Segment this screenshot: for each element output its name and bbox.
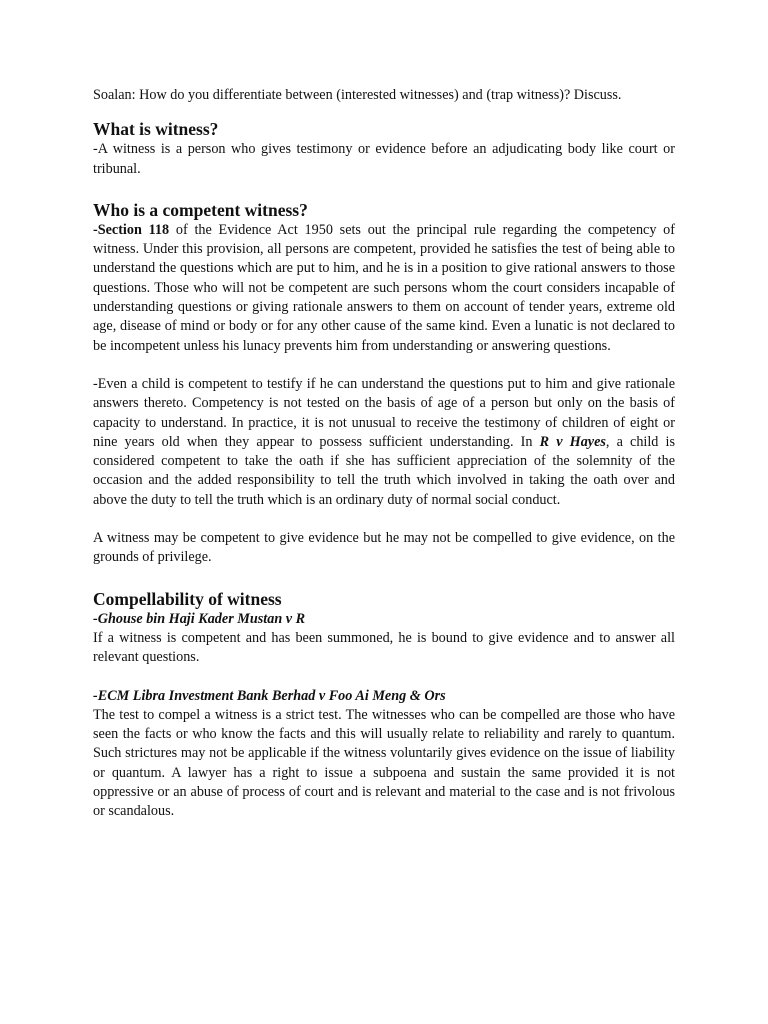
heading-competent-witness: Who is a competent witness? [93, 199, 308, 220]
case-ecm-libra: -ECM Libra Investment Bank Berhad v Foo Ai Meng & Ors [93, 687, 446, 704]
paragraph-privilege: A witness may be competent to give evidence but he may not be compelled to give evidence, on the grounds of privilege. [93, 530, 675, 566]
child-competency-text-b: , a child is considered competent to take the oath if she has sufficient appreciation of the solemnity of the occasion and the added responsibility to tell the truth which involved in taking the oath over and above the duty to tell the truth which is an ordinary duty of normal social conduct. [93, 433, 675, 508]
heading-what-is-witness: What is witness? [93, 119, 219, 140]
paragraph-child-competency [93, 375, 675, 510]
heading-compellability: Compellability of witness [93, 588, 282, 609]
document-body [93, 86, 675, 822]
section-118-text: of the Evidence Act 1950 sets out the principal rule regarding the competency of witness. Under this provision, all persons are competent, provided he satisfies the test of being able to understand the questions which are put to him, and he is in a position to give rational answers to those questions. Those who will not be competent are such persons whom the court considers incapable of understanding questions or giving rationale answers to them on account of tender years, extreme old age, disease of mind or body or for any other cause of the same kind. Even a lunatic is not declared to be incompetent unless his lunacy prevents him from understanding or answering questions. [93, 221, 675, 354]
section-reference: -Section 118 [93, 221, 170, 238]
case-ghouse: -Ghouse bin Haji Kader Mustan v R [93, 610, 306, 627]
paragraph-witness-definition: -A witness is a person who gives testimony or evidence before an adjudicating body like court or tribunal. [93, 141, 675, 177]
case-r-v-hayes: R v Hayes [539, 433, 606, 450]
paragraph-section-118 [93, 221, 675, 356]
paragraph-bound-to-give-evidence: If a witness is competent and has been summoned, he is bound to give evidence and to answer all relevant questions. [93, 629, 675, 666]
question-line: Soalan: How do you differentiate between (interested witnesses) and (trap witness)? Discuss. [93, 87, 622, 103]
child-competency-text-a: -Even a child is competent to testify if he can understand the questions put to him and give rationale answers thereto. Competency is not tested on the basis of age of a person but only on the basis of capacity to understand. In practice, it is not unusual to receive the testimony of children of eight or nine years old when they appear to possess sufficient understanding. In [93, 375, 675, 450]
paragraph-strict-test: The test to compel a witness is a strict test. The witnesses who can be compelled are those who have seen the facts or who know the facts and this will usually relate to reliability and rarely to quantum. Such strictures may not be applicable if the witness voluntarily gives evidence on the issue of liability or quantum. A lawyer has a right to issue a subpoena and sustain the same provided it is not oppressive or an abuse of process of court and is relevant and material to the case and is not frivolous or scandalous. [93, 706, 675, 820]
